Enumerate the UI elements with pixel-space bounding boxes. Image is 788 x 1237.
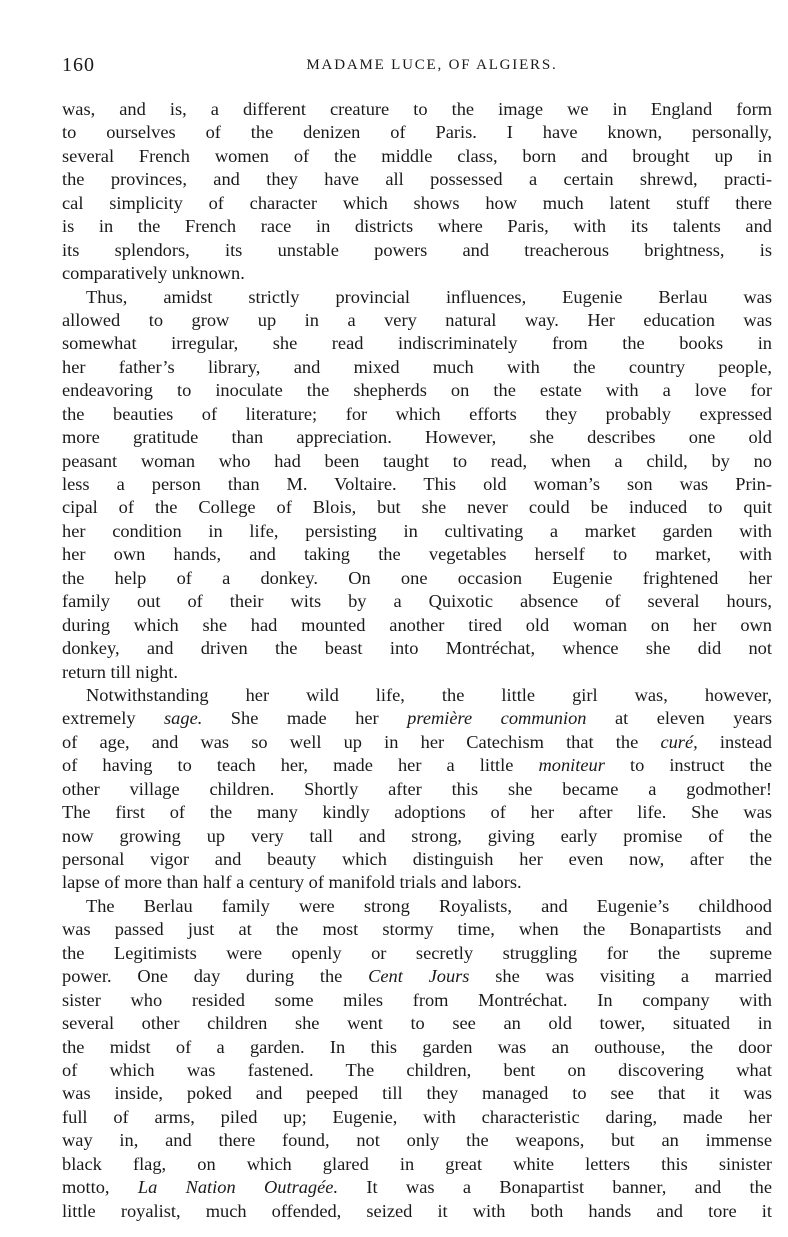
text-line: endeavoring to inoculate the shepherds on the estate with a love for [62, 380, 772, 401]
text-line: cal simplicity of character which shows how much latent stuff there [62, 192, 772, 213]
italic-phrase: première communion [407, 708, 587, 729]
text-line: cipal of the College of Blois, but she never could be induced to quit [62, 497, 772, 518]
text-line: her father’s library, and mixed much with the country people, [62, 356, 772, 377]
text-run: of having to teach her, made her a little [62, 755, 539, 776]
text-line: was, and is, a different creature to the image we in England form [62, 99, 772, 119]
text-line: comparatively unknown. [62, 263, 245, 284]
text-run: It was a Bonapartist banner, and the [338, 1177, 772, 1198]
running-head [62, 54, 772, 84]
text-line: the Legitimists were openly or secretly struggling for the supreme [62, 942, 772, 963]
text-line: is in the French race in districts where Paris, with its talents and [62, 216, 772, 237]
text-line [62, 1176, 772, 1199]
text-line: its splendors, its unstable powers and treacherous brightness, is [62, 239, 772, 260]
text-line: The first of the many kindly adoptions of her after life. She was [62, 802, 772, 823]
text-line: Thus, amidst strictly provincial influences, Eugenie Berlau was [86, 286, 772, 307]
text-line: was inside, poked and peeped till they managed to see that it was [62, 1083, 772, 1104]
text-run: instead [697, 731, 772, 752]
text-line: family out of their wits by a Quixotic absence of several hours, [62, 591, 772, 612]
text-line [62, 965, 772, 988]
text-line: the midst of a garden. In this garden was an outhouse, the door [62, 1036, 772, 1057]
italic-phrase: Cent Jours [368, 966, 470, 987]
text-line: of which was fastened. The children, bent on discovering what [62, 1059, 772, 1080]
text-line [62, 754, 772, 777]
running-title: MADAME LUCE, OF ALGIERS. [306, 57, 558, 73]
text-line: little royalist, much offended, seized it with both hands and tore it [62, 1200, 772, 1221]
text-line: her condition in life, persisting in cultivating a market garden with [62, 520, 772, 541]
text-line [62, 707, 772, 730]
text-line: other village children. Shortly after this she became a godmother! [62, 778, 772, 799]
text-line: the provinces, and they have all possessed a certain shrewd, practi- [62, 169, 772, 190]
text-line: way in, and there found, not only the weapons, but an immense [62, 1130, 772, 1151]
text-run: power. One day during the [62, 966, 369, 987]
text-line: to ourselves of the denizen of Paris. I have known, personally, [62, 122, 772, 143]
text-line: allowed to grow up in a very natural way. Her education was [62, 309, 772, 330]
text-line: several other children she went to see an old tower, situated in [62, 1013, 772, 1034]
text-line: return till night. [62, 661, 178, 682]
text-run: at eleven years [586, 708, 772, 729]
text-line: black flag, on which glared in great white letters this sinister [62, 1153, 772, 1174]
italic-phrase: curé, [660, 731, 698, 752]
text-line: was passed just at the most stormy time, when the Bonapartists and [62, 919, 772, 940]
body-text [62, 98, 772, 1223]
text-line: less a person than M. Voltaire. This old woman’s son was Prin- [62, 474, 772, 494]
text-line: now growing up very tall and strong, giving early promise of the [62, 825, 772, 846]
text-line: the help of a donkey. On one occasion Eugenie frightened her [62, 567, 772, 588]
text-run: of age, and was so well up in her Catechism that the [62, 731, 661, 752]
text-run: to instruct the [604, 755, 772, 776]
page-number: 160 [62, 54, 95, 76]
text-run: motto, [62, 1177, 138, 1198]
text-line: sister who resided some miles from Montréchat. In company with [62, 989, 772, 1010]
text-line [62, 731, 772, 754]
text-line: the beauties of literature; for which efforts they probably expressed [62, 403, 772, 424]
italic-phrase: La Nation Outragée. [137, 1177, 339, 1198]
text-line: her own hands, and taking the vegetables herself to market, with [62, 544, 772, 565]
text-line: somewhat irregular, she read indiscriminately from the books in [62, 333, 772, 354]
text-line: several French women of the middle class, born and brought up in [62, 145, 772, 166]
text-line: personal vigor and beauty which distinguish her even now, after the [62, 849, 772, 869]
text-line: more gratitude than appreciation. However, she describes one old [62, 427, 772, 448]
text-line: full of arms, piled up; Eugenie, with characteristic daring, made her [62, 1106, 772, 1127]
text-run: Notwithstanding her wild life, the little girl was, however, [86, 684, 772, 705]
italic-phrase: sage. [164, 708, 203, 729]
text-line: during which she had mounted another tired old woman on her own [62, 614, 772, 635]
text-run: she was visiting a married [469, 966, 772, 987]
text-line [62, 684, 772, 707]
italic-phrase: moniteur [538, 755, 605, 776]
text-line: lapse of more than half a century of manifold trials and labors. [62, 872, 522, 893]
text-line: The Berlau family were strong Royalists, and Eugenie’s childhood [86, 895, 772, 916]
text-line: donkey, and driven the beast into Montréchat, whence she did not [62, 638, 772, 659]
text-run: She made her [202, 708, 408, 729]
text-line: peasant woman who had been taught to read, when a child, by no [62, 450, 772, 471]
book-page [62, 54, 772, 1223]
text-run: extremely [62, 708, 165, 729]
